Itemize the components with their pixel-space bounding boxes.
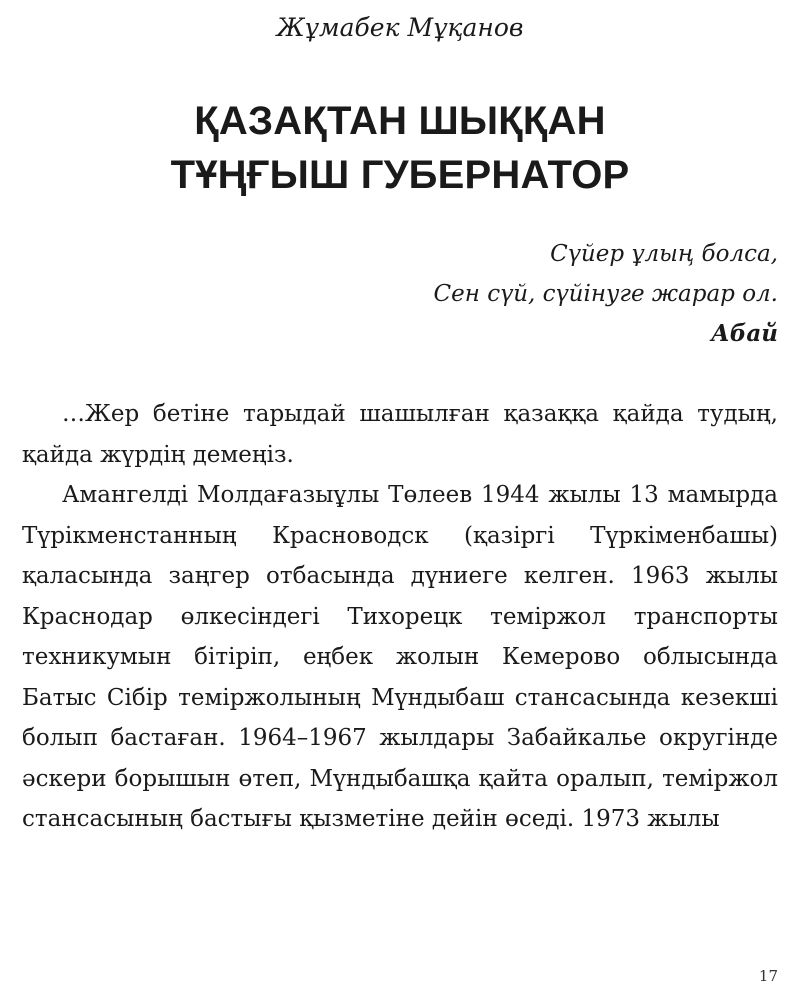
- book-page: [22, 0, 778, 1000]
- epigraph-attribution: Абай: [711, 320, 778, 347]
- chapter-title-line-1: ҚАЗАҚТАН ШЫҚҚАН: [194, 99, 606, 143]
- paragraph-1: …Жер бетіне тарыдай шашылған қазаққа қайда тудың, қайда жүрдің демеңіз.: [22, 401, 778, 468]
- body-text: [22, 394, 778, 840]
- epigraph-line-2: Сен сүй, сүйінуге жарар ол.: [433, 281, 778, 307]
- chapter-title-line-2: ТҰҢҒЫШ ГУБЕРНАТОР: [170, 153, 630, 197]
- epigraph-line-1: Сүйер ұлың болса,: [550, 241, 778, 267]
- chapter-title: [22, 94, 778, 202]
- epigraph: [22, 234, 778, 354]
- author-name: Жұмабек Мұқанов: [276, 13, 524, 42]
- paragraph-2: Амангелді Молдағазыұлы Төлеев 1944 жылы 13 мамырда Түрікменстанның Красноводск (қазіргі Түркіменбашы) қаласында заңгер отбасында дүниеге келген. 1963 жылы Краснодар өлкесіндегі Тихорецк теміржол транспорты техникумын бітіріп, еңбек жолын Кемерово облысында Батыс Сібір теміржолының Мүндыбаш стансасында кезекші болып бастаған. 1964–1967 жылдары Забайкалье округінде әскери борышын өтеп, Мүндыбашқа қайта оралып, теміржол стансасының бастығы қызметіне дейін өседі. 1973 жылы: [22, 482, 778, 832]
- page-number: 17: [758, 967, 778, 985]
